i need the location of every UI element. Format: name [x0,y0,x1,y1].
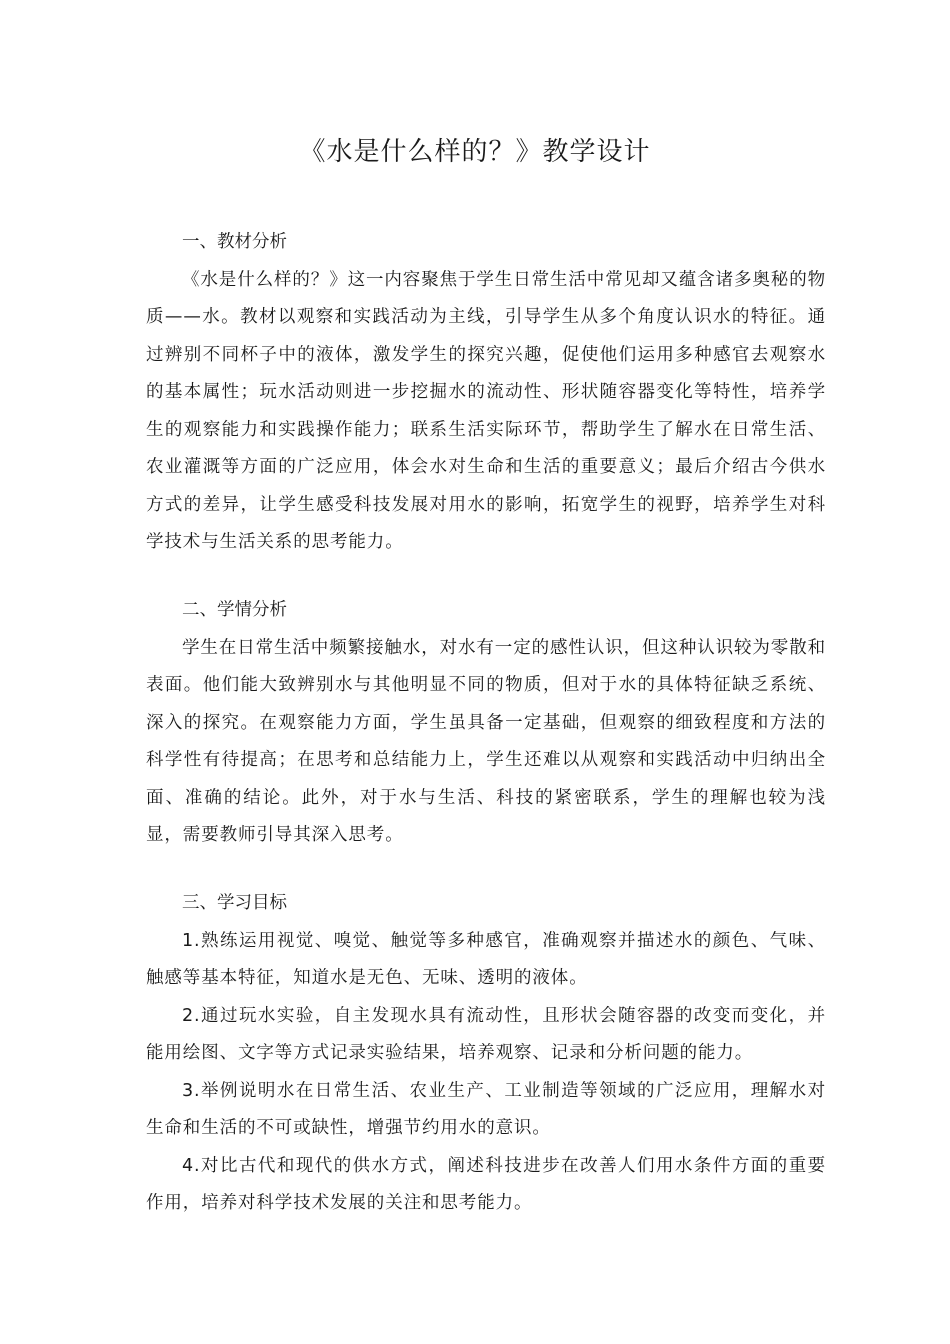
objective-item: 2.通过玩水实验，自主发现水具有流动性，且形状会随容器的改变而变化，并能用绘图、文字等方式记录实验结果，培养观察、记录和分析问题的能力。 [146,1005,826,1063]
section-heading: 二、学情分析 [182,600,287,620]
objective-item: 4.对比古代和现代的供水方式，阐述科技进步在改善人们用水条件方面的重要作用，培养对科学技术发展的关注和思考能力。 [146,1155,826,1213]
section-heading: 三、学习目标 [182,893,287,913]
section-student-analysis [146,592,826,855]
section-heading: 一、教材分析 [182,232,287,252]
section-paragraph: 《水是什么样的？》这一内容聚焦于学生日常生活中常见却又蕴含诸多奥秘的物质——水。教材以观察和实践活动为主线，引导学生从多个角度认识水的特征。通过辨别不同杯子中的液体，激发学生的探究兴趣，促使他们运用多种感官去观察水的基本属性；玩水活动则进一步挖掘水的流动性、形状随容器变化等特性，培养学生的观察能力和实践操作能力；联系生活实际环节，帮助学生了解水在日常生活、农业灌溉等方面的广泛应用，体会水对生命和生活的重要意义；最后介绍古今供水方式的差异，让学生感受科技发展对用水的影响，拓宽学生的视野，培养学生对科学技术与生活关系的思考能力。 [146,269,826,552]
section-paragraph: 学生在日常生活中频繁接触水，对水有一定的感性认识，但这种认识较为零散和表面。他们能大致辨别水与其他明显不同的物质，但对于水的具体特征缺乏系统、深入的探究。在观察能力方面，学生虽具备一定基础，但观察的细致程度和方法的科学性有待提高；在思考和总结能力上，学生还难以从观察和实践活动中归纳出全面、准确的结论。此外，对于水与生活、科技的紧密联系，学生的理解也较为浅显，需要教师引导其深入思考。 [146,637,826,845]
document-title: 《水是什么样的？》教学设计 [299,137,651,167]
objective-item: 1.熟练运用视觉、嗅觉、触觉等多种感官，准确观察并描述水的颜色、气味、触感等基本特征，知道水是无色、无味、透明的液体。 [146,930,826,988]
objective-item: 3.举例说明水在日常生活、农业生产、工业制造等领域的广泛应用，理解水对生命和生活的不可或缺性，增强节约用水的意识。 [146,1080,826,1138]
section-textbook-analysis [146,224,826,562]
section-learning-objectives [146,885,826,1223]
